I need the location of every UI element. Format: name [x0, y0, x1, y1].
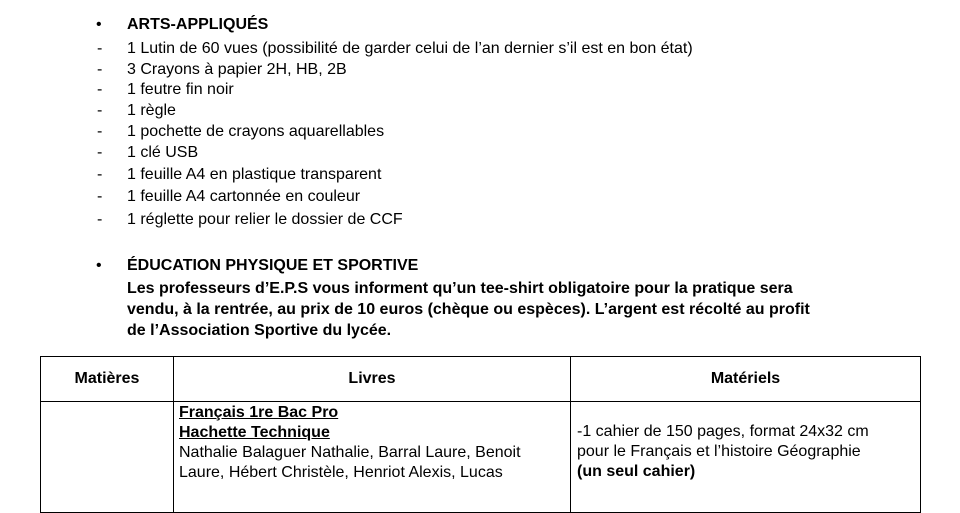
- list-item-text: 1 feuille A4 cartonnée en couleur: [127, 188, 361, 205]
- table-header-row: [41, 357, 921, 402]
- eps-line: vendu, à la rentrée, au prix de 10 euros (chèque ou espèces). L’argent est récolté au profit: [127, 301, 810, 318]
- bullet-icon: •: [96, 257, 102, 274]
- list-item: [0, 165, 960, 186]
- dash-marker: -: [97, 144, 103, 161]
- list-item: [0, 60, 960, 81]
- header-matieres: Matières: [41, 357, 174, 402]
- book-title: Français 1re Bac Pro: [179, 404, 339, 421]
- supplies-table: [40, 356, 921, 513]
- eps-title: ÉDUCATION PHYSIQUE ET SPORTIVE: [127, 257, 419, 274]
- dash-marker: -: [97, 211, 103, 228]
- header-livres: Livres: [174, 357, 571, 402]
- material-cell: [571, 402, 921, 513]
- dash-marker: -: [97, 166, 103, 183]
- list-item: [0, 39, 960, 60]
- dash-marker: -: [97, 61, 103, 78]
- dash-marker: -: [97, 40, 103, 57]
- table-row: [41, 402, 921, 513]
- book-publisher: Hachette Technique: [179, 424, 330, 441]
- list-item-text: 1 pochette de crayons aquarellables: [127, 123, 385, 140]
- list-item-text: 1 Lutin de 60 vues (possibilité de garder celui de l’an dernier s’il est en bon état): [127, 40, 693, 57]
- header-materiels: Matériels: [571, 357, 921, 402]
- list-item: [0, 143, 960, 164]
- subject-cell: [41, 402, 174, 513]
- list-item: [0, 80, 960, 101]
- list-item-text: 3 Crayons à papier 2H, HB, 2B: [127, 61, 347, 78]
- eps-line: Les professeurs d’E.P.S vous informent qu’un tee-shirt obligatoire pour la pratique sera: [127, 280, 793, 297]
- material-note: (un seul cahier): [577, 463, 696, 480]
- book-authors: Nathalie Balaguer Nathalie, Barral Laure, Benoit: [179, 444, 521, 461]
- dash-marker: -: [97, 123, 103, 140]
- list-item-text: 1 feutre fin noir: [127, 81, 234, 98]
- book-cell: [174, 402, 571, 513]
- list-item-text: 1 réglette pour relier le dossier de CCF: [127, 211, 403, 228]
- list-item: [0, 101, 960, 122]
- bullet-icon: •: [96, 16, 102, 33]
- dash-marker: -: [97, 81, 103, 98]
- list-item-text: 1 clé USB: [127, 144, 199, 161]
- list-item: [0, 122, 960, 143]
- list-item-text: 1 feuille A4 en plastique transparent: [127, 166, 382, 183]
- dash-marker: -: [97, 102, 103, 119]
- eps-line: de l’Association Sportive du lycée.: [127, 322, 392, 339]
- list-item: [0, 210, 960, 231]
- material-text: pour le Français et l’histoire Géographie: [577, 443, 861, 460]
- arts-title: ARTS-APPLIQUÉS: [127, 16, 269, 33]
- list-item: [0, 187, 960, 208]
- dash-marker: -: [97, 188, 103, 205]
- list-item-text: 1 règle: [127, 102, 176, 119]
- eps-paragraph: [127, 278, 907, 341]
- material-text: -1 cahier de 150 pages, format 24x32 cm: [577, 423, 869, 440]
- book-authors: Laure, Hébert Christèle, Henriot Alexis, Lucas: [179, 464, 503, 481]
